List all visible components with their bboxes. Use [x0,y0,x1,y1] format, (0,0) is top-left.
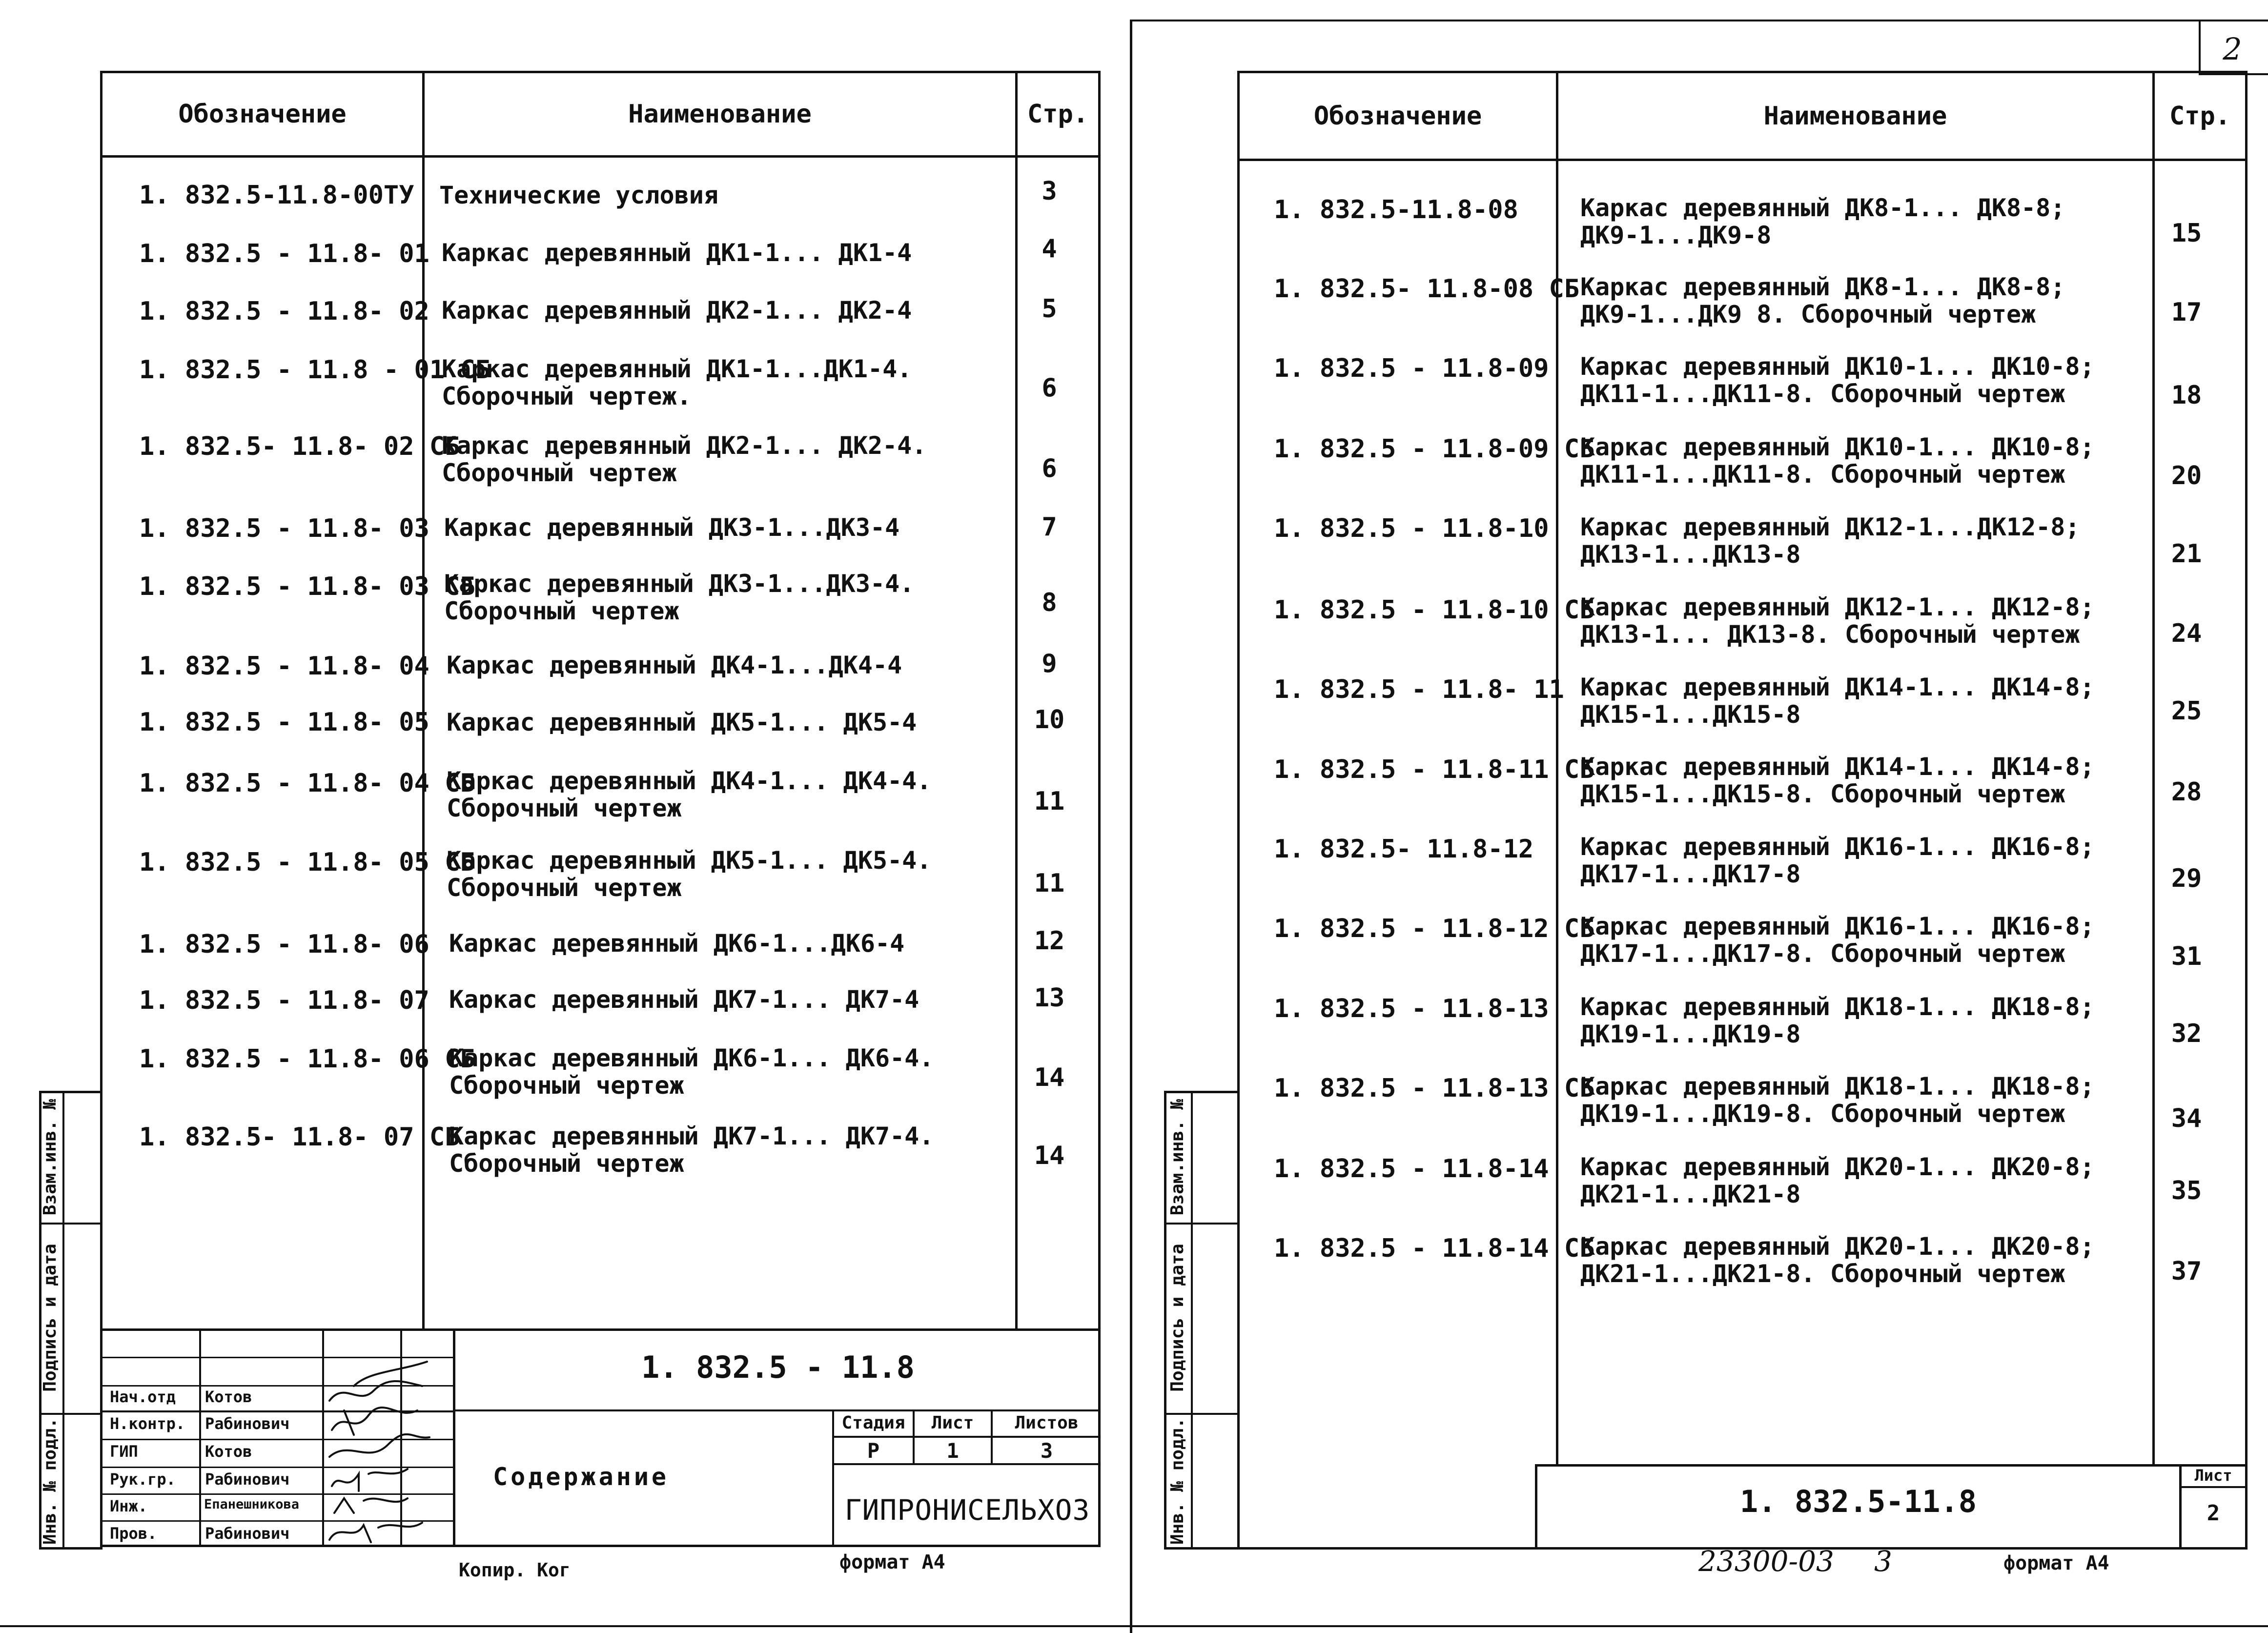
stamp-role: Рук.гр. [110,1470,176,1489]
row-page: 8 [1042,588,1057,617]
sheets-value: 3 [1040,1439,1053,1463]
order-number: 23300-03 [1698,1545,1834,1578]
side-label-vzam: Взам.инв. № [1167,1099,1187,1216]
left-header-name: Наименование [628,100,812,129]
copier-label: Копир. Ког [459,1559,571,1581]
row-code: 1. 832.5- 11.8-08 СБ [1274,274,1580,304]
row-page: 9 [1042,649,1057,678]
format-left: формат А4 [839,1551,945,1573]
row-name: Каркас деревянный ДК6-1... ДК6-4. Сборочный чертеж [449,1044,934,1100]
row-name: Каркас деревянный ДК12-1... ДК12-8; ДК13-1... ДК13-8. Сборочный чертеж [1580,593,2095,649]
row-code: 1. 832.5 - 11.8- 06 СБ [139,1044,475,1074]
stamp-role: Н.контр. [110,1414,185,1433]
row-code: 1. 832.5 - 11.8- 11 [1274,675,1564,704]
row-code: 1. 832.5 - 11.8-12 СБ [1274,914,1595,943]
stamp-name: Рабинович [205,1470,290,1489]
right-sheet-value: 2 [2207,1501,2220,1526]
row-code: 1. 832.5 - 11.8 - 01 СБ [139,355,491,385]
row-name: Каркас деревянный ДК1-1...ДК1-4. Сборочный чертеж. [442,355,912,410]
stamp-role: Нач.отд [110,1388,176,1406]
row-code: 1. 832.5- 11.8-12 [1274,835,1534,864]
row-page: 12 [1034,926,1065,956]
row-code: 1. 832.5 - 11.8- 04 [139,652,429,681]
sheet-value: 1 [946,1439,959,1463]
row-page: 31 [2171,942,2202,971]
row-name: Каркас деревянный ДК1-1... ДК1-4 [442,239,912,267]
row-page: 28 [2171,777,2202,807]
row-code: 1. 832.5- 11.8- 02 СБ [139,432,460,461]
signatures-image [325,1352,437,1547]
order-page: 3 [1874,1545,1892,1578]
row-page: 10 [1034,705,1065,735]
left-header-page: Стр. [1027,100,1089,129]
stamp-role: ГИП [110,1442,138,1461]
row-name: Каркас деревянный ДК8-1... ДК8-8; ДК9-1...ДК9 8. Сборочный чертеж [1580,273,2065,328]
row-name: Каркас деревянный ДК10-1... ДК10-8; ДК11-1...ДК11-8. Сборочный чертеж [1580,352,2095,408]
row-code: 1. 832.5 - 11.8- 04 СБ [139,769,475,798]
row-page: 3 [1042,177,1057,206]
row-name: Каркас деревянный ДК4-1... ДК4-4. Сборочный чертеж [447,767,932,822]
row-name: Каркас деревянный ДК20-1... ДК20-8; ДК21-1...ДК21-8. Сборочный чертеж [1580,1232,2095,1288]
row-page: 4 [1042,234,1057,264]
row-code: 1. 832.5 - 11.8-09 СБ [1274,434,1595,464]
row-code: 1. 832.5 - 11.8-09 [1274,354,1549,383]
row-name: Каркас деревянный ДК10-1... ДК10-8; ДК11-1...ДК11-8. Сборочный чертеж [1580,433,2095,489]
row-page: 11 [1034,787,1065,816]
page-bottom-border [0,1625,2268,1627]
row-page: 21 [2171,539,2202,569]
stage-value: Р [867,1439,880,1463]
row-name: Каркас деревянный ДК20-1... ДК20-8; ДК21-1...ДК21-8 [1580,1153,2095,1208]
right-doc-code: 1. 832.5-11.8 [1739,1484,1977,1519]
row-page: 15 [2171,219,2202,248]
stamp-role: Пров. [110,1524,157,1543]
row-page: 14 [1034,1063,1065,1092]
row-page: 18 [2171,381,2202,410]
row-page: 32 [2171,1019,2202,1048]
row-code: 1. 832.5 - 11.8-14 СБ [1274,1234,1595,1263]
row-page: 37 [2171,1257,2202,1286]
side-label-podpis: Подпись и дата [1167,1244,1187,1392]
row-page: 5 [1042,294,1057,324]
row-name: Каркас деревянный ДК7-1... ДК7-4 [449,985,919,1014]
stamp-name: Котов [205,1442,252,1461]
doc-title: Содержание [493,1463,670,1491]
sheets-header: Листов [1015,1413,1079,1433]
stage-header: Стадия [841,1413,905,1433]
row-page: 11 [1034,869,1065,898]
row-name: Каркас деревянный ДК5-1... ДК5-4. Сборочный чертеж [447,846,932,902]
side-label-podpis: Подпись и дата [40,1244,60,1392]
page-number: 2 [2223,31,2242,67]
stamp-role: Инж. [110,1497,148,1515]
row-name: Каркас деревянный ДК7-1... ДК7-4. Сборочный чертеж [449,1122,934,1178]
row-code: 1. 832.5 - 11.8- 02 [139,297,429,326]
right-header-designation: Обозначение [1313,101,1482,131]
page-separator [1130,20,1132,1633]
row-name: Каркас деревянный ДК18-1... ДК18-8; ДК19-1...ДК19-8 [1580,993,2095,1048]
row-name: Каркас деревянный ДК14-1... ДК14-8; ДК15-1...ДК15-8 [1580,673,2095,729]
row-name: Каркас деревянный ДК14-1... ДК14-8; ДК15-1...ДК15-8. Сборочный чертеж [1580,753,2095,808]
row-name: Каркас деревянный ДК4-1...ДК4-4 [447,651,902,679]
row-name: Каркас деревянный ДК3-1...ДК3-4 [444,513,900,542]
row-name: Каркас деревянный ДК5-1... ДК5-4 [447,708,917,736]
row-code: 1. 832.5 - 11.8- 03 СБ [139,572,475,601]
row-code: 1. 832.5-11.8-08 [1274,195,1518,225]
left-doc-code: 1. 832.5 - 11.8 [641,1349,915,1385]
left-header-designation: Обозначение [178,100,347,129]
row-page: 17 [2171,298,2202,327]
row-page: 6 [1042,373,1057,403]
row-code: 1. 832.5-11.8-00ТУ [139,181,414,210]
row-name: Каркас деревянный ДК2-1... ДК2-4 [442,296,912,325]
stamp-name: Епанешникова [204,1497,300,1512]
row-code: 1. 832.5 - 11.8-13 СБ [1274,1074,1595,1103]
row-page: 7 [1042,512,1057,542]
row-code: 1. 832.5 - 11.8-10 СБ [1274,595,1595,625]
row-code: 1. 832.5 - 11.8- 05 [139,708,429,737]
row-code: 1. 832.5 - 11.8-10 [1274,514,1549,543]
right-header-page: Стр. [2169,101,2231,131]
row-code: 1. 832.5 - 11.8- 07 [139,986,429,1015]
right-header-name: Наименование [1763,101,1947,131]
row-name: Каркас деревянный ДК3-1...ДК3-4. Сборочный чертеж [444,570,915,625]
side-label-inv: Инв. № подл. [40,1417,60,1545]
format-right: формат А4 [2003,1552,2109,1574]
row-name: Каркас деревянный ДК8-1... ДК8-8; ДК9-1...ДК9-8 [1580,194,2065,249]
row-code: 1. 832.5 - 11.8- 01 [139,239,429,268]
row-code: 1. 832.5 - 11.8- 06 [139,930,429,959]
row-code: 1. 832.5 - 11.8-14 [1274,1154,1549,1184]
right-page-top-border [1132,20,2268,21]
row-page: 6 [1042,454,1057,483]
row-page: 35 [2171,1176,2202,1205]
row-name: Каркас деревянный ДК12-1...ДК12-8; ДК13-1...ДК13-8 [1580,513,2080,569]
side-label-vzam: Взам.инв. № [40,1099,60,1216]
row-page: 20 [2171,461,2202,490]
org-name: ГИПРОНИСЕЛЬХОЗ [844,1493,1090,1527]
row-name: Технические условия [439,181,718,209]
row-name: Каркас деревянный ДК2-1... ДК2-4. Сборочный чертеж [442,431,927,487]
row-name: Каркас деревянный ДК16-1... ДК16-8; ДК17-1...ДК17-8 [1580,833,2095,888]
row-code: 1. 832.5 - 11.8-11 СБ [1274,755,1595,784]
row-page: 24 [2171,619,2202,648]
row-name: Каркас деревянный ДК18-1... ДК18-8; ДК19-1...ДК19-8. Сборочный чертеж [1580,1072,2095,1128]
stamp-name: Котов [205,1388,252,1406]
stamp-name: Рабинович [205,1524,290,1543]
stamp-name: Рабинович [205,1414,290,1433]
side-label-inv: Инв. № подл. [1167,1417,1187,1545]
row-page: 25 [2171,696,2202,726]
row-code: 1. 832.5 - 11.8-13 [1274,994,1549,1023]
sheet-header: Лист [931,1413,974,1433]
row-code: 1. 832.5 - 11.8- 03 [139,514,429,543]
row-code: 1. 832.5 - 11.8- 05 СБ [139,848,475,877]
row-name: Каркас деревянный ДК6-1...ДК6-4 [449,929,905,958]
row-code: 1. 832.5- 11.8- 07 СБ [139,1123,460,1152]
right-sheet-label: Лист [2194,1466,2232,1485]
row-page: 29 [2171,864,2202,893]
row-page: 14 [1034,1141,1065,1170]
row-page: 13 [1034,983,1065,1013]
row-name: Каркас деревянный ДК16-1... ДК16-8; ДК17-1...ДК17-8. Сборочный чертеж [1580,912,2095,968]
row-page: 34 [2171,1104,2202,1133]
